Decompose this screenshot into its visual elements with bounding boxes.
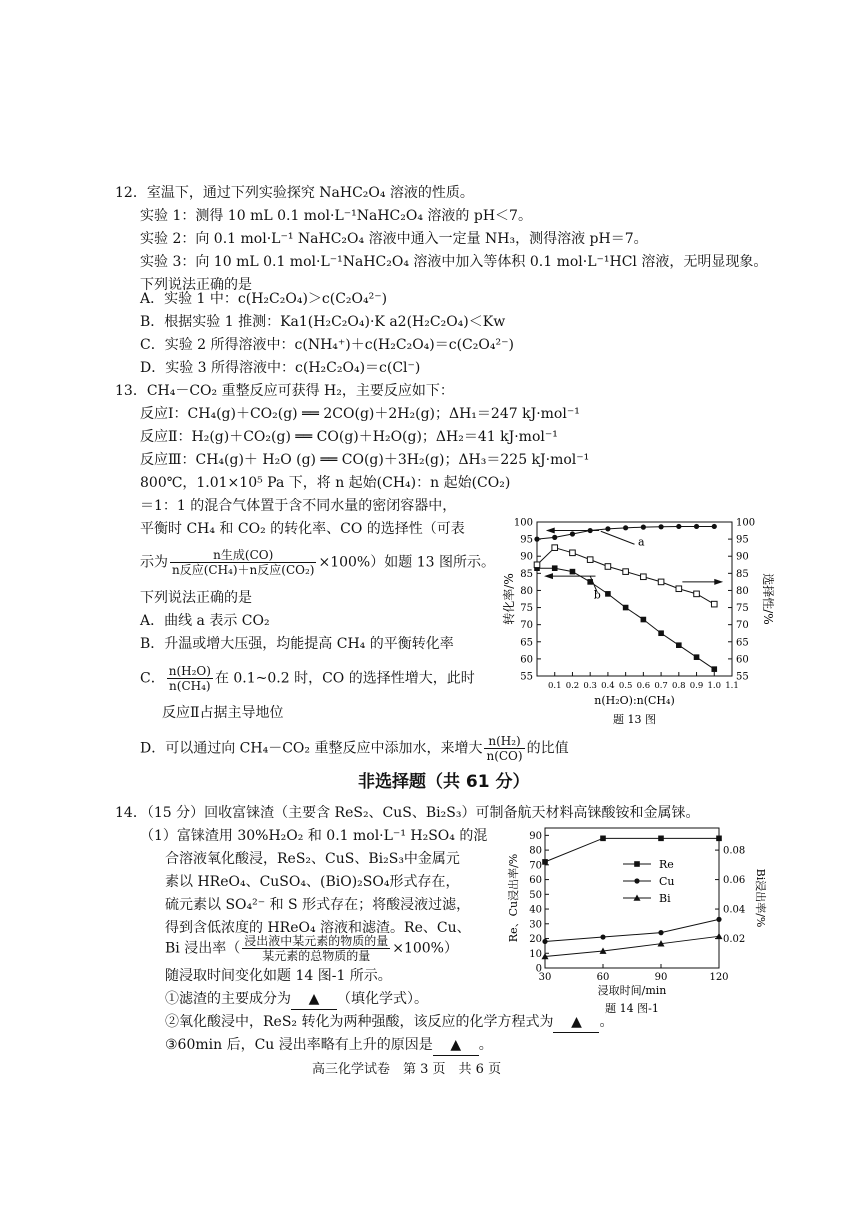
q13-line-2: ＝1：1 的混合气体置于含不同水量的密闭容器中， <box>140 498 457 514</box>
q12-option-d: D．实验 3 所得溶液中：c(H₂C₂O₄)＝c(Cl⁻) <box>140 360 421 376</box>
y2-tick-label: 0.04 <box>723 904 746 916</box>
data-point <box>658 630 664 636</box>
q14-leach-rate-fraction <box>242 934 390 963</box>
option-text: 在 0.1~0.2 时，CO 的选择性增大，此时 <box>214 670 475 687</box>
y-tick-label: 60 <box>520 654 533 666</box>
arrow-head <box>544 573 553 579</box>
figure-14-1-chart <box>505 822 767 1022</box>
q12-stem: 12．室温下，通过下列实验探究 NaHC₂O₄ 溶液的性质。 <box>115 185 474 201</box>
q13-reaction-2: 反应Ⅱ：H₂(g)＋CO₂(g) ══ CO(g)＋H₂O(g)；ΔH₂＝41 kJ·mol⁻¹ <box>140 429 558 445</box>
x-tick-label: 0.9 <box>689 681 704 691</box>
data-point <box>552 545 558 551</box>
fraction-numerator: n(H₂O) <box>168 664 211 678</box>
sub-question-suffix: 。 <box>478 1037 493 1053</box>
legend-label: Bi <box>659 892 671 905</box>
data-point <box>634 861 640 867</box>
q13-h2-co-fraction <box>484 734 524 763</box>
y-tick-label: 30 <box>529 919 542 931</box>
q13-line-4-prefix: 示为 <box>140 554 168 571</box>
y2-tick-label: 0.06 <box>723 875 746 887</box>
data-point <box>570 550 576 556</box>
q13-option-c <box>140 664 475 693</box>
answer-blank[interactable]: ▲ <box>291 989 337 1010</box>
x-tick-label: 0.6 <box>636 681 651 691</box>
fraction-numerator: n生成(CO) <box>170 548 316 563</box>
y-axis-label: Re、Cu浸出率/% <box>507 853 520 943</box>
q13-line-4-suffix: ×100%）如题 13 图所示。 <box>318 554 495 571</box>
q14-part1-line-2: 合溶液氧化酸浸，ReS₂、CuS、Bi₂S₃中金属元 <box>165 851 460 867</box>
q12-option-c: C．实验 2 所得溶液中：c(NH₄⁺)＋c(H₂C₂O₄)＝c(C₂O₄²⁻) <box>140 337 514 353</box>
y-tick-label: 90 <box>529 830 542 842</box>
q14-part1-line-4: 硫元素以 SO₄²⁻ 和 S 形式存在；将酸浸液过滤， <box>165 897 471 913</box>
y2-tick-label: 65 <box>736 637 749 649</box>
x-axis-label: n(H₂O):n(CH₄) <box>594 694 675 707</box>
y-tick-label: 20 <box>529 934 542 946</box>
q14-part1-line-1: （1）富铼渣用 30%H₂O₂ 和 0.1 mol·L⁻¹ H₂SO₄ 的混 <box>140 828 488 844</box>
y2-tick-label: 100 <box>736 517 756 529</box>
x-tick-label: 90 <box>654 972 668 983</box>
plot-frame <box>537 522 732 676</box>
series-a-label: a <box>638 535 645 549</box>
sub-question-suffix: 。 <box>599 1014 614 1030</box>
y2-tick-label: 60 <box>736 654 749 666</box>
x-tick-label: 0.1 <box>547 681 562 691</box>
y-tick-label: 55 <box>520 671 533 683</box>
q12-exp2: 实验 2：向 0.1 mol·L⁻¹ NaHC₂O₄ 溶液中通入一定量 NH₃，测得溶液 pH＝7。 <box>140 231 648 247</box>
data-point <box>641 525 646 530</box>
option-label: C． <box>140 670 165 687</box>
q12-exp1: 实验 1：测得 10 mL 0.1 mol·L⁻¹NaHC₂O₄ 溶液的 pH＜7。 <box>140 208 532 224</box>
q13-water-ratio-fraction <box>167 664 213 693</box>
data-point <box>716 917 721 922</box>
data-point <box>676 524 681 529</box>
data-point <box>600 934 605 939</box>
data-point <box>570 569 576 575</box>
y-tick-label: 100 <box>513 517 533 529</box>
y-tick-label: 75 <box>520 603 533 615</box>
data-point <box>605 564 611 570</box>
q13-ask: 下列说法正确的是 <box>140 590 252 606</box>
x-tick-label: 0.7 <box>654 681 668 691</box>
y2-tick-label: 75 <box>736 603 749 615</box>
data-point <box>694 524 699 529</box>
data-point <box>552 565 558 571</box>
q14-stem: 14．（15 分）回收富铼渣（主要含 ReS₂、CuS、Bi₂S₃）可制备航天材料高铼酸铵和金属铼。 <box>115 805 700 821</box>
data-point <box>623 605 629 611</box>
answer-blank[interactable]: ▲ <box>433 1035 479 1056</box>
data-point <box>534 537 539 542</box>
y2-tick-label: 55 <box>736 671 749 683</box>
sub-question-text: ②氧化酸浸中，ReS₂ 转化为两种强酸，该反应的化学方程式为 <box>165 1014 554 1030</box>
y2-tick-label: 70 <box>736 620 749 632</box>
y-tick-label: 70 <box>529 860 542 872</box>
figure-13-chart <box>500 508 775 730</box>
q12-ask: 下列说法正确的是 <box>140 277 252 293</box>
data-point <box>623 525 628 530</box>
y-tick-label: 60 <box>529 875 542 887</box>
q14-sub-1 <box>165 989 428 1010</box>
page-footer: 高三化学试卷 第 3 页 共 6 页 <box>312 1062 502 1077</box>
y2-tick-label: 0.08 <box>723 845 746 857</box>
y2-tick-label: 0.02 <box>723 934 746 946</box>
option-text-suffix: 的比值 <box>526 740 569 757</box>
y2-axis-label: 选择性/% <box>761 573 775 625</box>
data-point <box>676 642 682 648</box>
data-point <box>623 569 629 575</box>
y-tick-label: 90 <box>520 551 533 563</box>
series-line <box>545 838 719 862</box>
chart-title: 题 14 图-1 <box>605 1002 659 1015</box>
data-point <box>711 666 717 672</box>
data-point <box>605 526 610 531</box>
arrow-head <box>546 528 555 534</box>
q13-line-4 <box>140 548 495 577</box>
y-tick-label: 50 <box>529 889 542 901</box>
q14-part1-line-5: 得到含低浓度的 HReO₄ 溶液和滤渣。Re、Cu、 <box>165 920 471 936</box>
x-tick-label: 0.2 <box>565 681 580 691</box>
data-point <box>570 531 575 536</box>
data-point <box>542 859 548 865</box>
q13-option-d <box>140 734 569 763</box>
section-title: 非选择题（共 61 分） <box>358 772 530 792</box>
q14-part1-line-3: 素以 HReO₄、CuSO₄、(BiO)₂SO₄形式存在， <box>165 874 460 890</box>
x-axis-label: 浸取时间/min <box>597 984 667 997</box>
q12-option-a: A．实验 1 中：c(H₂C₂O₄)＞c(C₂O₄²⁻) <box>140 291 388 307</box>
x-tick-label: 120 <box>709 972 729 983</box>
x-tick-label: 0.4 <box>601 681 615 691</box>
y-tick-label: 85 <box>520 568 533 580</box>
x-tick-label: 0.8 <box>672 681 686 691</box>
data-point <box>534 562 540 568</box>
q14-sub-3 <box>165 1035 493 1056</box>
y-axis-label: 转化率/% <box>502 573 516 625</box>
data-point <box>658 524 663 529</box>
y-tick-label: 95 <box>520 534 533 546</box>
y2-tick-label: 80 <box>736 585 749 597</box>
fraction-denominator: n反应(CH₄)＋n反应(CO₂) <box>172 563 315 577</box>
q13-option-c-continued: 反应Ⅱ占据主导地位 <box>162 705 284 721</box>
fraction-denominator: n(CH₄) <box>169 679 211 693</box>
fraction-denominator: n(CO) <box>486 749 523 763</box>
series-line <box>537 568 714 669</box>
data-point <box>716 836 722 842</box>
data-point <box>694 654 700 660</box>
data-point <box>634 878 639 883</box>
data-point <box>711 601 717 607</box>
chart-title: 题 13 图 <box>613 713 656 726</box>
line-prefix: Bi 浸出率（ <box>165 940 241 957</box>
data-point <box>658 579 664 585</box>
q13-option-b: B．升温或增大压强，均能提高 CH₄ 的平衡转化率 <box>140 636 454 652</box>
y-tick-label: 40 <box>529 904 542 916</box>
q14-part1-line-6 <box>165 934 458 963</box>
q14-part1-line-7: 随浸取时间变化如题 14 图-1 所示。 <box>165 968 392 984</box>
q12-option-b: B．根据实验 1 推测：Ka1(H₂C₂O₄)·K a2(H₂C₂O₄)＜Kw <box>140 314 506 330</box>
q13-line-3: 平衡时 CH₄ 和 CO₂ 的转化率、CO 的选择性（可表 <box>140 521 465 537</box>
y2-axis-label: Bi浸出率/% <box>754 868 767 928</box>
q13-option-a: A．曲线 a 表示 CO₂ <box>140 613 270 629</box>
q13-line-1: 800℃，1.01×10⁵ Pa 下，将 n 起始(CH₄)：n 起始(CO₂) <box>140 475 511 491</box>
q13-stem: 13．CH₄－CO₂ 重整反应可获得 H₂，主要反应如下： <box>115 383 454 399</box>
leader-line <box>601 531 635 544</box>
x-tick-label: 1.0 <box>707 681 722 691</box>
x-tick-label: 1.1 <box>725 681 739 691</box>
option-text: D．可以通过向 CH₄－CO₂ 重整反应中添加水，来增大 <box>140 740 483 757</box>
data-point <box>600 836 606 842</box>
q13-reaction-3: 反应Ⅲ：CH₄(g)＋ H₂O (g) ══ CO(g)＋3H₂(g)；ΔH₃＝225 kJ·mol⁻¹ <box>140 452 590 468</box>
x-tick-label: 30 <box>538 972 552 983</box>
y-tick-label: 70 <box>520 620 533 632</box>
data-point <box>641 574 647 580</box>
data-point <box>712 524 717 529</box>
x-tick-label: 0.3 <box>583 681 597 691</box>
fraction-numerator: 浸出液中某元素的物质的量 <box>244 934 389 948</box>
y-tick-label: 80 <box>520 585 533 597</box>
answer-blank[interactable]: ▲ <box>553 1012 599 1033</box>
y2-tick-label: 85 <box>736 568 749 580</box>
sub-question-suffix: （填化学式）。 <box>337 991 428 1007</box>
data-point <box>605 591 611 597</box>
fraction-numerator: n(H₂) <box>484 734 524 749</box>
data-point <box>641 617 647 623</box>
q12-exp3: 实验 3：向 10 mL 0.1 mol·L⁻¹NaHC₂O₄ 溶液中加入等体积 0.1 mol·L⁻¹HCl 溶液，无明显现象。 <box>140 254 768 270</box>
legend-label: Re <box>659 858 674 871</box>
sub-question-text: ③60min 后，Cu 浸出率略有上升的原因是 <box>165 1037 433 1053</box>
series-line <box>545 919 719 941</box>
y-tick-label: 80 <box>529 845 542 857</box>
series-b-label: b <box>593 588 601 602</box>
y2-tick-label: 90 <box>736 551 749 563</box>
x-tick-label: 60 <box>596 972 610 983</box>
x-tick-label: 0.5 <box>618 681 633 691</box>
y2-tick-label: 95 <box>736 534 749 546</box>
y-tick-label: 10 <box>529 948 542 960</box>
data-point <box>676 586 682 592</box>
data-point <box>552 535 557 540</box>
fraction-denominator: 某元素的总物质的量 <box>262 949 371 963</box>
data-point <box>542 939 547 944</box>
y-tick-label: 65 <box>520 637 533 649</box>
data-point <box>658 930 663 935</box>
data-point <box>658 836 664 842</box>
sub-question-text: ①滤渣的主要成分为 <box>165 991 291 1007</box>
line-suffix: ×100%） <box>392 940 458 957</box>
data-point <box>587 557 593 563</box>
legend-label: Cu <box>659 875 675 888</box>
data-point <box>716 933 723 939</box>
data-point <box>694 591 700 597</box>
q13-selectivity-fraction <box>170 548 316 577</box>
arrow-head <box>714 579 723 585</box>
y-tick-label: 0 <box>535 963 542 975</box>
q13-reaction-1: 反应Ⅰ：CH₄(g)＋CO₂(g) ══ 2CO(g)＋2H₂(g)；ΔH₁＝247 kJ·mol⁻¹ <box>140 406 580 422</box>
